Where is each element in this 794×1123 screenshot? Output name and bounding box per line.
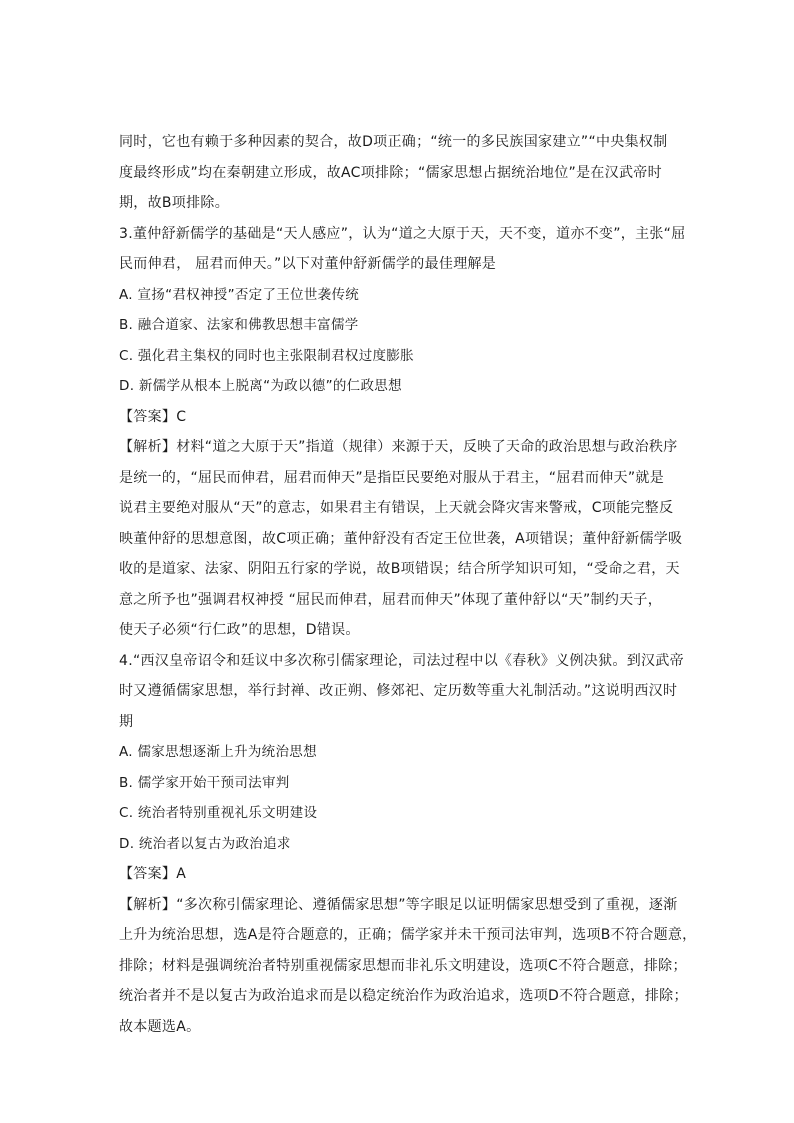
analysis-line: 上升为统治思想，选A是符合题意的，正确；儒学家并未干预司法审判，选项B不符合题意，	[119, 927, 697, 943]
option-b: B. 儒学家开始干预司法审判	[119, 774, 290, 791]
text-line: 同时，它也有赖于多种因素的契合，故D项正确；“统一的多民族国家建立”“中央集权制	[119, 134, 668, 150]
analysis-line: 【解析】“多次称引儒家理论、遵循儒家思想”等字眼足以证明儒家思想受到了重视，逐渐	[119, 896, 678, 913]
analysis-line: 使天子必须“行仁政”的思想，D错误。	[119, 622, 360, 638]
analysis-line: 是统一的，“屈民而伸君，屈君而伸天”是指臣民要绝对服从于君主，“屈君而伸天”就是	[119, 469, 665, 486]
option-b: B. 融合道家、法家和佛教思想丰富儒学	[119, 317, 359, 333]
analysis-line: 【解析】材料“道之大原于天”指道（规律）来源于天，反映了天命的政治思想与政治秩序	[119, 439, 678, 455]
analysis-line: 收的是道家、法家、阴阳五行家的学说，故B项错误；结合所学知识可知，“受命之君，天	[119, 561, 680, 577]
analysis-line: 故本题选A。	[119, 1018, 201, 1035]
option-c: C. 统治者特别重视礼乐文明建设	[119, 805, 318, 821]
question-4-line: 4.“西汉皇帝诏令和廷议中多次称引儒家理论，司法过程中以《春秋》义例决狱。到汉武帝	[119, 652, 684, 669]
question-4-line: 时又遵循儒家思想，举行封禅、改正朔、修郊祀、定历数等重大礼制活动。”这说明西汉时	[119, 683, 678, 699]
analysis-line: 映董仲舒的思想意图，故C项正确；董仲舒没有否定王位世袭，A项错误；董仲舒新儒学吸	[119, 530, 683, 547]
analysis-line: 说君主要绝对服从“天”的意志，如果君主有错误，上天就会降灾害来警戒，C项能完整反	[119, 500, 674, 516]
page-content	[119, 127, 697, 1042]
question-3-line: 3.董仲舒新儒学的基础是“天人感应”，认为“道之大原于天，天不变，道亦不变”，主张“屈	[119, 225, 686, 242]
option-c: C. 强化君主集权的同时也主张限制君权过度膨胀	[119, 347, 414, 364]
option-d: D. 新儒学从根本上脱离“为政以德”的仁政思想	[119, 378, 402, 394]
answer-label: 【答案】A	[119, 866, 187, 882]
text-line: 期，故B项排除。	[119, 195, 230, 211]
option-a: A. 儒家思想逐渐上升为统治思想	[119, 744, 317, 760]
option-a: A. 宣扬“君权神授”否定了王位世袭传统	[119, 286, 360, 303]
analysis-line: 统治者并不是以复古为政治追求而是以稳定统治作为政治追求，选项D不符合题意，排除；	[119, 988, 688, 1004]
question-4-line: 期	[119, 713, 134, 730]
answer-label: 【答案】C	[119, 408, 187, 425]
analysis-line: 排除；材料是强调统治者特别重视儒家思想而非礼乐文明建设，选项C不符合题意，排除；	[119, 957, 687, 974]
option-d: D. 统治者以复古为政治追求	[119, 835, 291, 852]
text-line: 度最终形成”均在秦朝建立形成，故AC项排除；“儒家思想占据统治地位”是在汉武帝时	[119, 164, 662, 181]
question-3-line: 民而伸君， 屈君而伸天。”以下对董仲舒新儒学的最佳理解是	[119, 256, 497, 272]
analysis-line: 意之所予也”强调君权神授 “屈民而伸君，屈君而伸天”体现了董仲舒以“天”制约天子，	[119, 591, 663, 608]
